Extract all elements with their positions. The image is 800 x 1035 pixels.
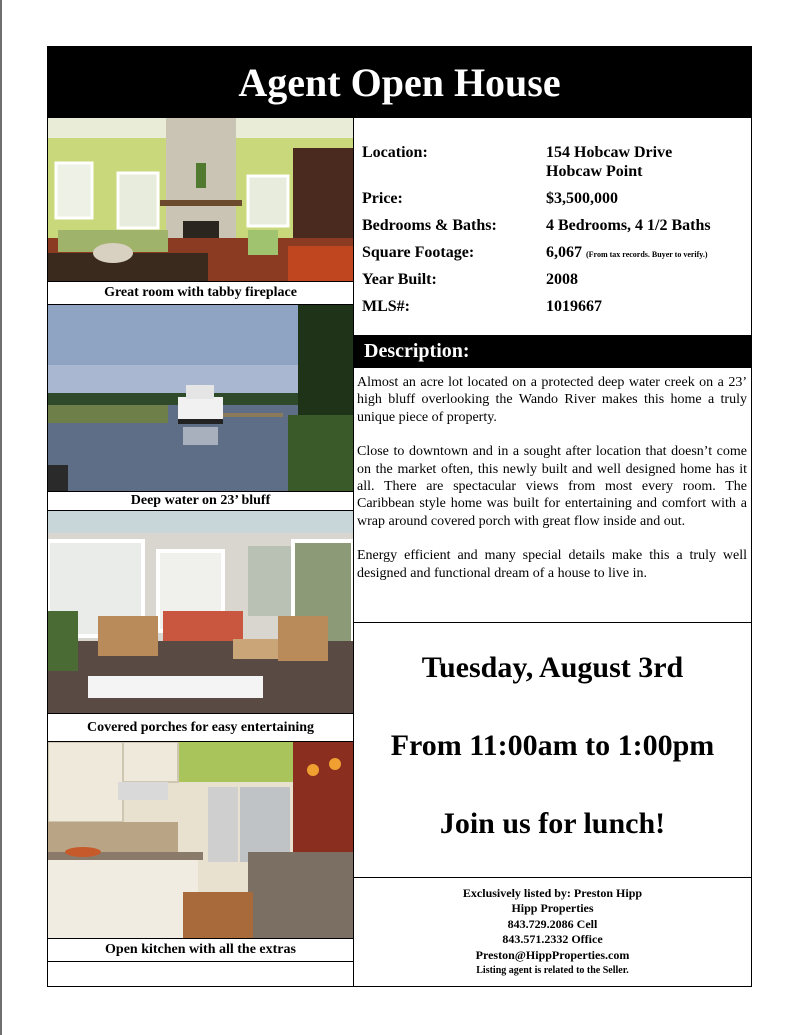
photo-caption: Great room with tabby fireplace	[48, 281, 353, 305]
bedrooms-value: 4 Bedrooms, 4 1/2 Baths	[546, 217, 711, 234]
photo-caption: Covered porches for easy entertaining	[48, 713, 353, 742]
event-details	[354, 622, 751, 878]
photo-caption: Deep water on 23’ bluff	[48, 491, 353, 511]
flyer-title: Agent Open House	[48, 47, 751, 118]
year-label: Year Built:	[362, 271, 437, 288]
contact-block	[354, 886, 751, 978]
photo-card-great-room	[48, 118, 353, 305]
porch-photo	[48, 511, 353, 713]
location-line1: 154 Hobcaw Drive	[546, 144, 673, 161]
photo-card-porch	[48, 511, 353, 742]
sqft-value-group	[546, 244, 746, 262]
price-value: $3,500,000	[546, 190, 618, 207]
page-edge-line	[0, 0, 2, 1035]
event-note: Join us for lunch!	[439, 807, 666, 840]
photo-caption: Open kitchen with all the extras	[48, 938, 353, 962]
sqft-note: (From tax records. Buyer to verify.)	[586, 250, 708, 259]
sqft-value: 6,067	[546, 244, 582, 261]
photo-column	[48, 118, 354, 986]
waterfront-boat-photo	[48, 305, 353, 491]
description-header: Description:	[354, 335, 751, 368]
property-facts	[354, 118, 751, 333]
photo-card-waterfront	[48, 305, 353, 511]
mls-label: MLS#:	[362, 298, 410, 315]
mls-value: 1019667	[546, 298, 602, 315]
location-label: Location:	[362, 144, 428, 161]
bedrooms-label: Bedrooms & Baths:	[362, 217, 497, 234]
price-label: Price:	[362, 190, 403, 207]
living-room-photo	[48, 118, 353, 281]
flyer-frame	[47, 46, 752, 987]
description-paragraph: Almost an acre lot located on a protected deep water creek on a 23’ high bluff overlooking the Wando River makes this home a truly unique piece of property.	[357, 375, 747, 425]
event-date: Tuesday, August 3rd	[421, 651, 684, 684]
description-paragraph: Close to downtown and in a sought after location that doesn’t come on the market often, this newly built and well designed home has it all. There are spectacular views from most every room. The Caribbean style home was built for entertaining and comfort with a wrap around covered porch with great flow inside and out.	[357, 444, 747, 529]
email-address: Preston@HippProperties.com	[475, 947, 630, 962]
event-time: From 11:00am to 1:00pm	[390, 729, 715, 762]
sqft-label: Square Footage:	[362, 244, 475, 261]
disclaimer: Listing agent is related to the Seller.	[476, 965, 629, 977]
description-paragraph: Energy efficient and many special details make this a truly well designed and functional dream of a house to live in.	[357, 548, 747, 581]
location-line2: Hobcaw Point	[546, 163, 643, 180]
info-column	[354, 118, 751, 986]
cell-phone: 843.729.2086 Cell	[507, 916, 598, 931]
photo-card-kitchen	[48, 742, 353, 986]
office-phone: 843.571.2332 Office	[502, 932, 603, 947]
description-body	[357, 374, 747, 599]
company-name: Hipp Properties	[511, 901, 594, 916]
year-value: 2008	[546, 271, 578, 288]
kitchen-photo	[48, 742, 353, 938]
listed-by: Exclusively listed by: Preston Hipp	[462, 886, 643, 900]
